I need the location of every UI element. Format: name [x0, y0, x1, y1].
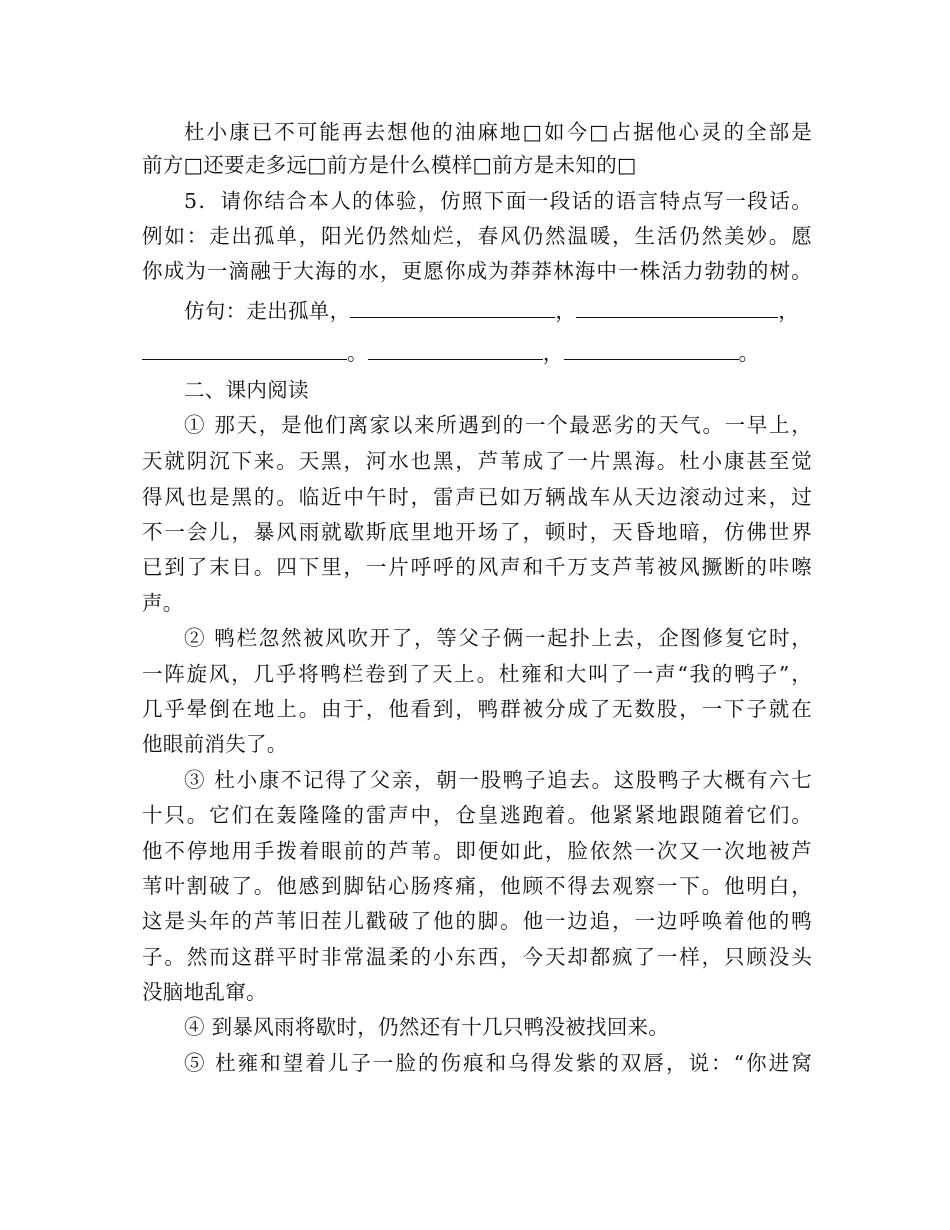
- paragraph-2-line: 一阵旋风，几乎将鸭栏卷到了天上。杜雍和大叫了一声“我的鸭子”，: [142, 662, 812, 686]
- paragraph-3-line: 他不停地用手拨着眼前的芦苇。即便如此，脸依然一次又一次地被芦: [142, 839, 812, 863]
- section-heading: 二、课内阅读: [184, 378, 309, 402]
- punctuation: ，: [542, 341, 564, 365]
- punctuation: 。: [347, 341, 368, 365]
- answer-blank[interactable]: [564, 339, 739, 360]
- answer-blank[interactable]: [350, 297, 555, 318]
- answer-blank[interactable]: [576, 297, 778, 318]
- example-line: 例如：走出孤单，阳光仍然灿烂，春风仍然温暖，生活仍然美妙。愿: [142, 224, 812, 248]
- paragraph-3-line: 没脑地乱窜。: [142, 980, 267, 1004]
- text-line: 杜小康已不可能再去想他的油麻地□如今□占据他心灵的全部是: [184, 120, 812, 144]
- paragraph-2-line: 几乎晕倒在地上。由于，他看到，鸭群被分成了无数股，一下子就在: [142, 697, 812, 721]
- paragraph-2-line: ② 鸭栏忽然被风吹开了，等父子俩一起扑上去，企图修复它时，: [184, 626, 812, 650]
- paragraph-3-line: ③ 杜小康不记得了父亲，朝一股鸭子追去。这股鸭子大概有六七: [184, 768, 812, 792]
- paragraph-3-line: 这是头年的芦苇旧茬儿戳破了他的脚。他一边追，一边呼唤着他的鸭: [142, 909, 812, 933]
- punctuation: 。: [738, 341, 760, 365]
- paragraph-1-line: 得风也是黑的。临近中午时，雷声已如万辆战车从天边滚动过来，过: [142, 485, 812, 509]
- text-line: 前方□还要走多远□前方是什么模样□前方是未知的□: [142, 153, 637, 177]
- punctuation: ，: [555, 299, 577, 323]
- question-5-prompt: 5．请你结合本人的体验，仿照下面一段话的语言特点写一段话。: [184, 189, 812, 213]
- paragraph-1-line: 天就阴沉下来。天黑，河水也黑，芦苇成了一片黑海。杜小康甚至觉: [142, 449, 812, 473]
- imitation-label: 仿句：走出孤单，: [184, 299, 351, 323]
- paragraph-1-line: ① 那天，是他们离家以来所遇到的一个最恶劣的天气。一早上，: [184, 413, 812, 437]
- answer-blank[interactable]: [368, 339, 543, 360]
- paragraph-1-line: 声。: [142, 591, 184, 615]
- paragraph-3-line: 十只。它们在轰隆隆的雷声中，仓皇逃跑着。他紧紧地跟随着它们。: [142, 803, 812, 827]
- example-line: 你成为一滴融于大海的水，更愿你成为莽莽林海中一株活力勃勃的树。: [142, 259, 812, 283]
- paragraph-4-line: ④ 到暴风雨将歇时，仍然还有十几只鸭没被找回来。: [184, 1015, 670, 1039]
- paragraph-3-line: 子。然而这群平时非常温柔的小东西，今天却都疯了一样，只顾没头: [142, 945, 812, 969]
- paragraph-1-line: 已到了末日。四下里，一片呼呼的风声和千万支芦苇被风撅断的咔嚓: [142, 555, 812, 579]
- punctuation: ，: [778, 299, 800, 323]
- paragraph-3-line: 苇叶割破了。他感到脚钻心肠疼痛，他顾不得去观察一下。他明白，: [142, 874, 812, 898]
- answer-blank[interactable]: [142, 339, 347, 360]
- paragraph-2-line: 他眼前消失了。: [142, 732, 288, 756]
- paragraph-1-line: 不一会儿，暴风雨就歇斯底里地开场了，顿时，天昏地暗，仿佛世界: [142, 520, 812, 544]
- imitation-exercise-line-2: [142, 338, 812, 368]
- imitation-exercise-line-1: [184, 296, 812, 326]
- paragraph-5-line: ⑤ 杜雍和望着儿子一脸的伤痕和乌得发紫的双唇，说：“你进窝: [184, 1051, 812, 1075]
